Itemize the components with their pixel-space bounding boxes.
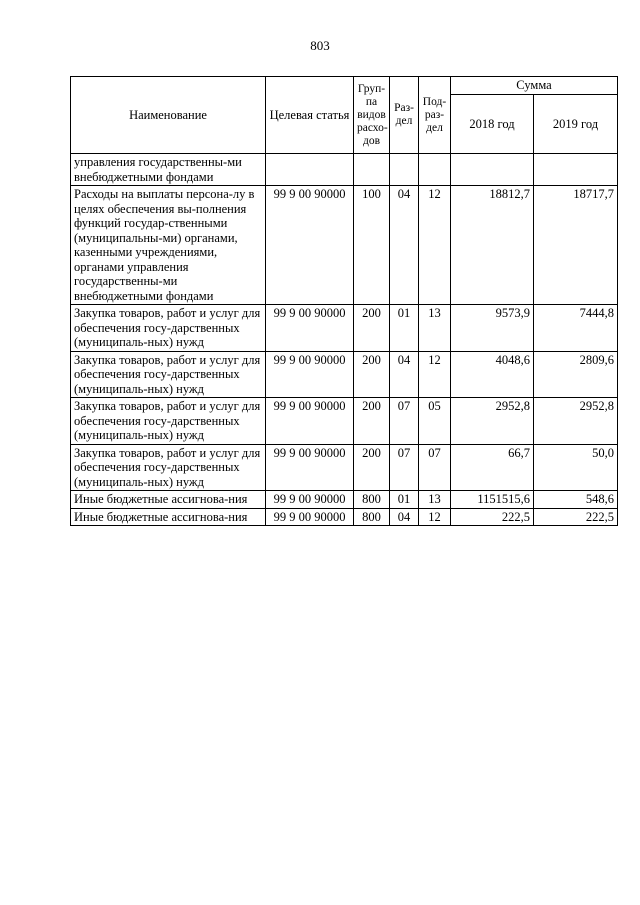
cell-subsection: 05: [419, 398, 451, 445]
cell-2019: 18717,7: [534, 186, 618, 305]
cell-target: 99 9 00 90000: [266, 398, 354, 445]
table-row: [71, 508, 618, 526]
cell-2018: 1151515,6: [451, 491, 534, 509]
cell-2018: 18812,7: [451, 186, 534, 305]
cell-section: 04: [390, 508, 419, 526]
cell-2019: [534, 154, 618, 186]
cell-name: Иные бюджетные ассигнова-ния: [71, 508, 266, 526]
cell-2019: 2952,8: [534, 398, 618, 445]
cell-name: Закупка товаров, работ и услуг для обеспечения госу-дарственных (муниципаль-ных) нужд: [71, 444, 266, 491]
cell-name: Закупка товаров, работ и услуг для обеспечения госу-дарственных (муниципаль-ных) нужд: [71, 398, 266, 445]
cell-subsection: 12: [419, 508, 451, 526]
table-row: [71, 491, 618, 509]
cell-2019: 50,0: [534, 444, 618, 491]
header-group: Груп-па видов расхо-дов: [354, 77, 390, 154]
cell-name: управления государственны-ми внебюджетными фондами: [71, 154, 266, 186]
header-section: Раз-дел: [390, 77, 419, 154]
page-number: 803: [310, 38, 330, 53]
cell-name: Закупка товаров, работ и услуг для обеспечения госу-дарственных (муниципаль-ных) нужд: [71, 305, 266, 352]
cell-section: 01: [390, 305, 419, 352]
cell-target: 99 9 00 90000: [266, 491, 354, 509]
cell-target: 99 9 00 90000: [266, 305, 354, 352]
header-year-2018: 2018 год: [451, 94, 534, 154]
cell-target: 99 9 00 90000: [266, 351, 354, 398]
cell-2018: [451, 154, 534, 186]
header-target: Целевая статья: [266, 77, 354, 154]
cell-subsection: 07: [419, 444, 451, 491]
cell-group: 100: [354, 186, 390, 305]
cell-target: 99 9 00 90000: [266, 444, 354, 491]
cell-group: 200: [354, 444, 390, 491]
cell-name: Закупка товаров, работ и услуг для обеспечения госу-дарственных (муниципаль-ных) нужд: [71, 351, 266, 398]
table-row: [71, 351, 618, 398]
cell-section: 07: [390, 398, 419, 445]
cell-subsection: 13: [419, 305, 451, 352]
table-header: [71, 77, 618, 154]
cell-2018: 9573,9: [451, 305, 534, 352]
cell-group: [354, 154, 390, 186]
header-name: Наименование: [71, 77, 266, 154]
cell-group: 200: [354, 398, 390, 445]
header-sum: Сумма: [451, 77, 618, 95]
cell-subsection: 12: [419, 186, 451, 305]
cell-section: 07: [390, 444, 419, 491]
table-row: [71, 444, 618, 491]
cell-2019: 222,5: [534, 508, 618, 526]
cell-subsection: [419, 154, 451, 186]
cell-section: 04: [390, 351, 419, 398]
table-row: [71, 398, 618, 445]
budget-table: [70, 76, 618, 526]
header-subsection: Под-раз-дел: [419, 77, 451, 154]
cell-name: Расходы на выплаты персона-лу в целях обеспечения вы-полнения функций государ-ственными (муниципальны-ми) органами, казенными учреждениями, органами управления государственны-ми внебюджетными фондами: [71, 186, 266, 305]
cell-subsection: 13: [419, 491, 451, 509]
cell-section: 01: [390, 491, 419, 509]
cell-target: 99 9 00 90000: [266, 508, 354, 526]
table-row: [71, 305, 618, 352]
cell-2018: 66,7: [451, 444, 534, 491]
cell-2019: 548,6: [534, 491, 618, 509]
table-row: [71, 154, 618, 186]
cell-section: 04: [390, 186, 419, 305]
cell-2019: 7444,8: [534, 305, 618, 352]
cell-name: Иные бюджетные ассигнова-ния: [71, 491, 266, 509]
cell-2018: 4048,6: [451, 351, 534, 398]
cell-group: 800: [354, 508, 390, 526]
cell-2018: 222,5: [451, 508, 534, 526]
cell-2019: 2809,6: [534, 351, 618, 398]
cell-section: [390, 154, 419, 186]
cell-subsection: 12: [419, 351, 451, 398]
cell-group: 200: [354, 305, 390, 352]
cell-group: 200: [354, 351, 390, 398]
cell-2018: 2952,8: [451, 398, 534, 445]
table-row: [71, 186, 618, 305]
header-year-2019: 2019 год: [534, 94, 618, 154]
cell-target: [266, 154, 354, 186]
cell-group: 800: [354, 491, 390, 509]
cell-target: 99 9 00 90000: [266, 186, 354, 305]
